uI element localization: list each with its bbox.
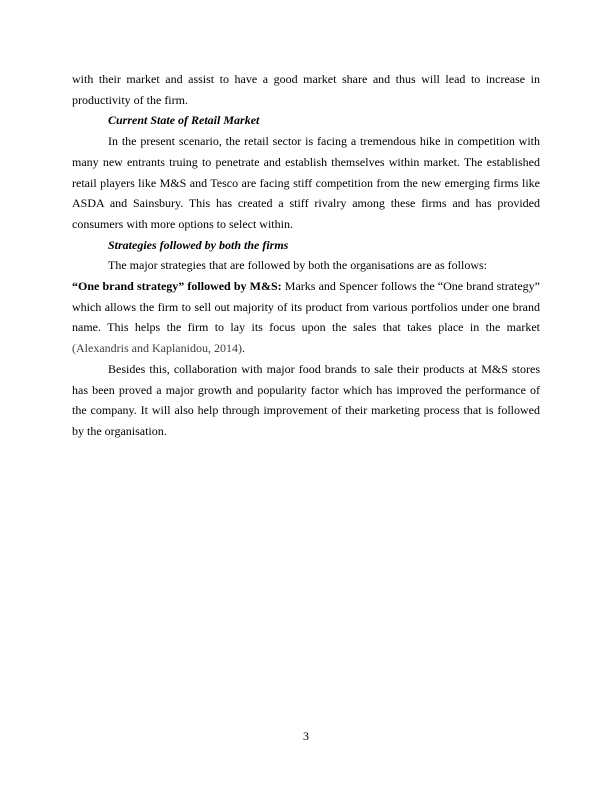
one-brand-citation: (Alexandris and Kaplanidou, 2014) bbox=[72, 341, 242, 356]
heading-strategies: Strategies followed by both the firms bbox=[108, 237, 289, 252]
one-brand-text: Marks and Spencer follows the “One brand strategy” which allows the firm to sell out majority of its product from various portfolios under one brand name. This helps the firm to lay its focus upon the sales that takes place in the market bbox=[72, 279, 540, 335]
current-state-paragraph: In the present scenario, the retail sector is facing a tremendous hike in competition with many new entrants truing to penetrate and establish themselves within market. The established retail players like M&S and Tesco are facing stiff competition from the new emerging firms like ASDA and Sainsbury. This has created a stiff rivalry among these firms and has provided consumers with more options to select within. bbox=[72, 134, 540, 231]
collaboration-paragraph: Besides this, collaboration with major food brands to sale their products at M&S stores has been proved a major growth and popularity factor which has improved the performance of the company. It will also help through improvement of their marketing process that is followed by the organisation. bbox=[72, 361, 540, 438]
page-content bbox=[72, 69, 540, 442]
one-brand-end: . bbox=[241, 341, 245, 356]
heading-current-state: Current State of Retail Market bbox=[108, 113, 260, 128]
one-brand-paragraph bbox=[72, 276, 540, 359]
intro-paragraph: with their market and assist to have a good market share and thus will lead to increase in productivity of the firm. bbox=[72, 72, 540, 107]
page-number: 3 bbox=[303, 729, 309, 743]
strategies-intro-paragraph: The major strategies that are followed by both the organisations are as follows: bbox=[108, 258, 488, 273]
one-brand-lead: “One brand strategy” followed by M&S: bbox=[72, 279, 282, 294]
